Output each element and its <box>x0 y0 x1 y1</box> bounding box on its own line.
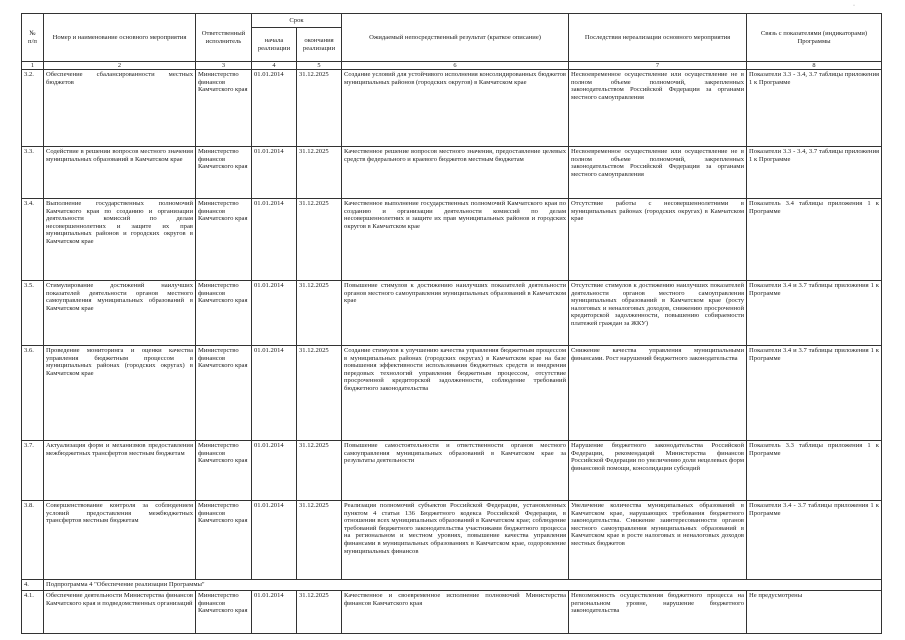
col-header-term: Срок <box>252 14 342 28</box>
row-name: Обеспечение деятельности Министерства финансов Камчатского края и подведомственных организаций <box>44 591 196 634</box>
row-start: 01.01.2014 <box>252 199 297 281</box>
row-end: 31.12.2025 <box>297 199 342 281</box>
row-consequences: Несвоевременное осуществление или осуществление не в полном объеме полномочий, закрепленных законодательством Российской Федерации за органами местного самоуправления <box>569 70 747 147</box>
table-row <box>22 591 882 634</box>
row-result: Качественное решение вопросов местного значения, предоставление целевых средств федерального и краевого бюджетов местным бюджетам <box>342 147 569 199</box>
table-row <box>22 199 882 281</box>
row-num: 4.1. <box>22 591 44 634</box>
row-result: Качественное и своевременное исполнение полномочий Министерства финансов Камчатского края <box>342 591 569 634</box>
col-header-result: Ожидаемый непосредственный результат (краткое описание) <box>342 14 569 62</box>
row-end: 31.12.2025 <box>297 591 342 634</box>
table-row <box>22 346 882 441</box>
row-result: Качественное выполнение государственных полномочий Камчатского края по созданию и организации деятельности комиссий по делам несовершеннолетних и защите их прав муниципальных районов и городских округов в Камчатском крае <box>342 199 569 281</box>
row-responsible: Министерство финансов Камчатского края <box>196 441 252 501</box>
col-header-name: Номер и наименование основного мероприятия <box>44 14 196 62</box>
row-link: Не предусмотрены <box>747 591 882 634</box>
row-responsible: Министерство финансов Камчатского края <box>196 501 252 580</box>
row-result: Создание стимулов к улучшению качества управления бюджетным процессом в муниципальных районах (городских округах) в Камчатском крае на базе повышения эффективности использования бюджетных средств и внедрения передовых технологий управления бюджетным процессом, отсутствие просроченной кредиторской задолженности, соблюдение требований бюджетного законодательства <box>342 346 569 441</box>
col-header-consequences: Последствия нереализации основного мероприятия <box>569 14 747 62</box>
row-link: Показатели 3.4 и 3.7 таблицы приложения 1 к Программе <box>747 281 882 346</box>
row-result: Повышение самостоятельности и ответственности органов местного самоуправления муниципальных образований в Камчатском крае за результаты деятельности <box>342 441 569 501</box>
row-num: 3.8. <box>22 501 44 580</box>
table-row <box>22 501 882 580</box>
row-start: 01.01.2014 <box>252 441 297 501</box>
row-start: 01.01.2014 <box>252 591 297 634</box>
row-end: 31.12.2025 <box>297 70 342 147</box>
column-number: 5 <box>297 62 342 70</box>
row-consequences: Нарушение бюджетного законодательства Российской Федерации, рекомендаций Министерства финансов Российской Федерации по увеличению доли нецелевых форм финансовой помощи, консолидации субсидий <box>569 441 747 501</box>
row-consequences: Отсутствие работы с несовершеннолетними в муниципальных районах (городских округах) в Камчатском крае <box>569 199 747 281</box>
row-link: Показатель 3.4 таблицы приложения 1 к Программе <box>747 199 882 281</box>
row-result: Реализация полномочий субъектов Российской Федерации, установленных пунктом 4 статьи 136 Бюджетного кодекса Российской Федерации, в отношении всех муниципальных образований в Камчатском крае; соблюдение требований бюджетного законодательства участниками бюджетного процесса на региональном и местном уровнях, повышение качества управления финансами в муниципальных образованиях в Камчатском крае, оздоровление муниципальных финансов <box>342 501 569 580</box>
measures-table <box>21 13 882 634</box>
row-consequences: Снижение качества управления муниципальными финансами. Рост нарушений бюджетного законодательства <box>569 346 747 441</box>
column-numbers-row <box>22 62 882 70</box>
row-start: 01.01.2014 <box>252 346 297 441</box>
subprogram-num: 4. <box>22 580 44 591</box>
column-number: 1 <box>22 62 44 70</box>
row-end: 31.12.2025 <box>297 441 342 501</box>
row-end: 31.12.2025 <box>297 346 342 441</box>
row-name: Выполнение государственных полномочий Камчатского края по созданию и организации деятельности комиссий по делам несовершеннолетних и защите их прав муниципальных районов и городских округов в Камчатском крае <box>44 199 196 281</box>
row-responsible: Министерство финансов Камчатского края <box>196 281 252 346</box>
table-row <box>22 441 882 501</box>
row-num: 3.3. <box>22 147 44 199</box>
column-number: 2 <box>44 62 196 70</box>
row-name: Совершенствование контроля за соблюдением условий предоставления межбюджетных трансфертов местным бюджетам <box>44 501 196 580</box>
row-start: 01.01.2014 <box>252 501 297 580</box>
row-link: Показатели 3.3 - 3.4, 3.7 таблицы приложения 1 к Программе <box>747 147 882 199</box>
row-name: Обеспечение сбалансированности местных бюджетов <box>44 70 196 147</box>
row-consequences: Невозможность осуществления бюджетного процесса на региональном уровне, нарушение бюджетного законодательства <box>569 591 747 634</box>
row-responsible: Министерство финансов Камчатского края <box>196 70 252 147</box>
column-number: 4 <box>252 62 297 70</box>
col-header-link: Связь с показателями (индикаторами) Программы <box>747 14 882 62</box>
row-result: Создание условий для устойчивого исполнения консолидированных бюджетов муниципальных районов (городских округов) в Камчатском крае <box>342 70 569 147</box>
row-consequences: Отсутствие стимулов к достижению наилучших показателей деятельности органов местного самоуправления муниципальных образований в Камчатском крае (росту налоговых и неналоговых доходов, снижению просроченной кредиторской задолженности, повышению собираемости платежей граждан за ЖКУ) <box>569 281 747 346</box>
row-name: Содействие в решении вопросов местного значения муниципальных образований в Камчатском крае <box>44 147 196 199</box>
row-start: 01.01.2014 <box>252 281 297 346</box>
row-result: Повышение стимулов к достижению наилучших показателей деятельности органов местного самоуправления муниципальных образований в Камчатском крае <box>342 281 569 346</box>
row-link: Показатель 3.3 таблицы приложения 1 к Программе <box>747 441 882 501</box>
row-num: 3.4. <box>22 199 44 281</box>
row-num: 3.7. <box>22 441 44 501</box>
col-header-start: начала реализации <box>252 28 297 62</box>
row-start: 01.01.2014 <box>252 70 297 147</box>
subprogram-title: Подпрограмма 4 "Обеспечение реализации Программы" <box>44 580 882 591</box>
column-number: 3 <box>196 62 252 70</box>
subprogram-row <box>22 580 882 591</box>
row-name: Актуализация форм и механизмов предоставления межбюджетных трансфертов местным бюджетам <box>44 441 196 501</box>
table-row <box>22 147 882 199</box>
row-responsible: Министерство финансов Камчатского края <box>196 591 252 634</box>
row-name: Стимулирование достижений наилучших показателей деятельности органов местного самоуправления муниципальных образований в Камчатском крае <box>44 281 196 346</box>
row-responsible: Министерство финансов Камчатского края <box>196 199 252 281</box>
row-end: 31.12.2025 <box>297 147 342 199</box>
row-link: Показатели 3.4 - 3.7 таблицы приложения 1 к Программе <box>747 501 882 580</box>
row-link: Показатели 3.4 и 3.7 таблицы приложения 1 к Программе <box>747 346 882 441</box>
row-responsible: Министерство финансов Камчатского края <box>196 346 252 441</box>
row-consequences: Несвоевременное осуществление или осуществление не в полном объеме полномочий, закрепленных законодательством Российской Федерации за органами местного самоуправления <box>569 147 747 199</box>
column-number: 7 <box>569 62 747 70</box>
row-consequences: Увеличение количества муниципальных образований в Камчатском крае, нарушающих требования бюджетного законодательства. Снижение заинтересованности органов местного самоуправления муниципальных образований в Камчатском крае в росте налоговых и неналоговых доходов местных бюджетов <box>569 501 747 580</box>
row-start: 01.01.2014 <box>252 147 297 199</box>
col-header-end: окончания реализации <box>297 28 342 62</box>
row-num: 3.5. <box>22 281 44 346</box>
table-row <box>22 281 882 346</box>
row-num: 3.2. <box>22 70 44 147</box>
column-number: 6 <box>342 62 569 70</box>
row-responsible: Министерство финансов Камчатского края <box>196 147 252 199</box>
table-row <box>22 70 882 147</box>
row-link: Показатели 3.3 - 3.4, 3.7 таблицы приложения 1 к Программе <box>747 70 882 147</box>
column-number: 8 <box>747 62 882 70</box>
row-end: 31.12.2025 <box>297 281 342 346</box>
program-measures-table-sheet <box>21 13 881 634</box>
row-end: 31.12.2025 <box>297 501 342 580</box>
row-name: Проведение мониторинга и оценки качества управления бюджетным процессом в муниципальных районах (городских округах) в Камчатском крае <box>44 346 196 441</box>
col-header-responsible: Ответственный исполнитель <box>196 14 252 62</box>
row-num: 3.6. <box>22 346 44 441</box>
col-header-num: № п/п <box>22 14 44 62</box>
scan-mark: · <box>853 3 855 9</box>
